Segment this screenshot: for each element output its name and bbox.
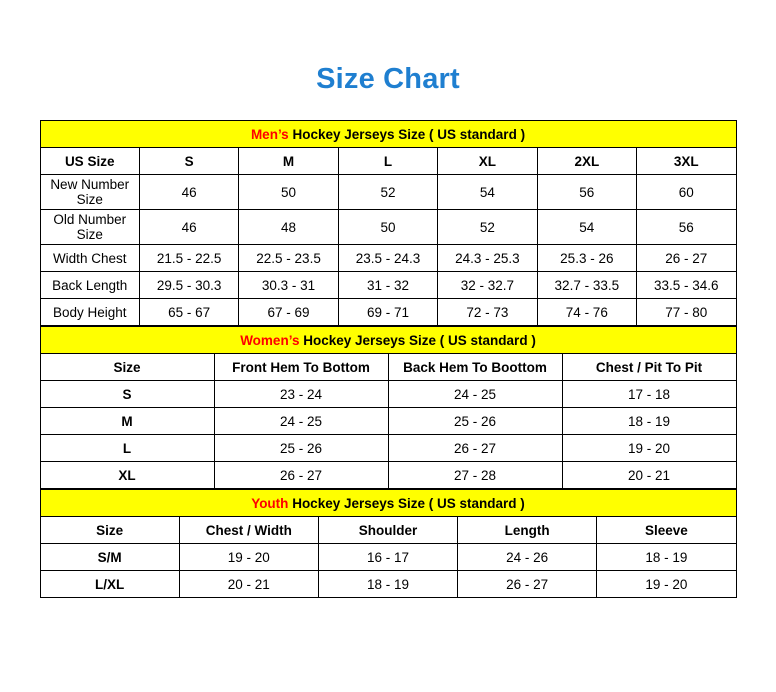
mens-col-5: 2XL xyxy=(537,148,636,175)
mens-r0-c6: 60 xyxy=(637,175,736,210)
mens-col-4: XL xyxy=(438,148,537,175)
table-row xyxy=(40,381,736,408)
mens-r1-c5: 54 xyxy=(537,210,636,245)
mens-r2-c6: 26 - 27 xyxy=(637,245,736,272)
mens-r3-c0: Back Length xyxy=(40,272,139,299)
womens-r2-c2: 26 - 27 xyxy=(388,435,562,462)
mens-r1-c6: 56 xyxy=(637,210,736,245)
mens-r0-c4: 54 xyxy=(438,175,537,210)
mens-r2-c3: 23.5 - 24.3 xyxy=(338,245,437,272)
mens-r3-c2: 30.3 - 31 xyxy=(239,272,338,299)
youth-r0-c1: 19 - 20 xyxy=(179,544,318,571)
womens-r0-c1: 23 - 24 xyxy=(214,381,388,408)
mens-col-6: 3XL xyxy=(637,148,736,175)
mens-r1-c4: 52 xyxy=(438,210,537,245)
mens-r2-c1: 21.5 - 22.5 xyxy=(139,245,238,272)
mens-r0-c0: New Number Size xyxy=(40,175,139,210)
mens-r2-c5: 25.3 - 26 xyxy=(537,245,636,272)
youth-column-headers xyxy=(40,517,736,544)
womens-r0-c2: 24 - 25 xyxy=(388,381,562,408)
womens-col-1: Front Hem To Bottom xyxy=(214,354,388,381)
mens-r4-c5: 74 - 76 xyxy=(537,299,636,326)
womens-r0-c0: S xyxy=(40,381,214,408)
mens-r0-c1: 46 xyxy=(139,175,238,210)
mens-r0-c5: 56 xyxy=(537,175,636,210)
womens-r2-c3: 19 - 20 xyxy=(562,435,736,462)
table-row xyxy=(40,272,736,299)
youth-r1-c1: 20 - 21 xyxy=(179,571,318,598)
mens-col-3: L xyxy=(338,148,437,175)
table-row xyxy=(40,245,736,272)
youth-r1-c0: L/XL xyxy=(40,571,179,598)
womens-section-header-cell xyxy=(40,327,736,354)
womens-r1-c3: 18 - 19 xyxy=(562,408,736,435)
mens-r4-c1: 65 - 67 xyxy=(139,299,238,326)
table-row xyxy=(40,299,736,326)
table-row xyxy=(40,175,736,210)
mens-r0-c2: 50 xyxy=(239,175,338,210)
womens-r1-c2: 25 - 26 xyxy=(388,408,562,435)
mens-size-table xyxy=(40,120,737,326)
youth-r1-c2: 18 - 19 xyxy=(318,571,457,598)
womens-section-header-rest: Hockey Jerseys Size ( US standard ) xyxy=(299,332,536,348)
mens-r4-c3: 69 - 71 xyxy=(338,299,437,326)
mens-r1-c0: Old Number Size xyxy=(40,210,139,245)
youth-size-table xyxy=(40,489,737,598)
womens-col-3: Chest / Pit To Pit xyxy=(562,354,736,381)
youth-r0-c3: 24 - 26 xyxy=(458,544,597,571)
mens-col-2: M xyxy=(239,148,338,175)
mens-col-1: S xyxy=(139,148,238,175)
youth-col-3: Length xyxy=(458,517,597,544)
mens-r1-c1: 46 xyxy=(139,210,238,245)
womens-r3-c1: 26 - 27 xyxy=(214,462,388,489)
youth-r1-c3: 26 - 27 xyxy=(458,571,597,598)
mens-section-header-cell xyxy=(40,121,736,148)
table-row xyxy=(40,571,736,598)
mens-r4-c0: Body Height xyxy=(40,299,139,326)
mens-column-headers xyxy=(40,148,736,175)
womens-col-2: Back Hem To Boottom xyxy=(388,354,562,381)
youth-r0-c4: 18 - 19 xyxy=(597,544,736,571)
youth-r0-c0: S/M xyxy=(40,544,179,571)
page-title: Size Chart xyxy=(316,63,460,95)
mens-r3-c4: 32 - 32.7 xyxy=(438,272,537,299)
mens-r4-c6: 77 - 80 xyxy=(637,299,736,326)
womens-r3-c3: 20 - 21 xyxy=(562,462,736,489)
womens-column-headers xyxy=(40,354,736,381)
size-chart-container xyxy=(40,120,737,598)
youth-r1-c4: 19 - 20 xyxy=(597,571,736,598)
youth-r0-c2: 16 - 17 xyxy=(318,544,457,571)
mens-r3-c6: 33.5 - 34.6 xyxy=(637,272,736,299)
mens-r4-c2: 67 - 69 xyxy=(239,299,338,326)
womens-r1-c0: M xyxy=(40,408,214,435)
womens-r3-c2: 27 - 28 xyxy=(388,462,562,489)
mens-section-header-accent: Men’s xyxy=(250,126,289,142)
mens-r2-c0: Width Chest xyxy=(40,245,139,272)
youth-col-2: Shoulder xyxy=(318,517,457,544)
youth-col-4: Sleeve xyxy=(597,517,736,544)
table-row xyxy=(40,408,736,435)
womens-section-header-accent: Women’s xyxy=(240,332,300,348)
womens-r3-c0: XL xyxy=(40,462,214,489)
mens-r0-c3: 52 xyxy=(338,175,437,210)
womens-section-header xyxy=(40,327,736,354)
womens-r2-c0: L xyxy=(40,435,214,462)
mens-r1-c3: 50 xyxy=(338,210,437,245)
womens-size-table xyxy=(40,326,737,489)
table-row xyxy=(40,210,736,245)
youth-section-header-accent: Youth xyxy=(251,495,289,511)
mens-r1-c2: 48 xyxy=(239,210,338,245)
mens-r3-c3: 31 - 32 xyxy=(338,272,437,299)
mens-section-header-rest: Hockey Jerseys Size ( US standard ) xyxy=(288,126,526,142)
table-row xyxy=(40,544,736,571)
mens-col-0: US Size xyxy=(40,148,139,175)
youth-section-header xyxy=(40,490,736,517)
youth-section-header-cell xyxy=(40,490,736,517)
womens-r1-c1: 24 - 25 xyxy=(214,408,388,435)
womens-col-0: Size xyxy=(40,354,214,381)
mens-section-header xyxy=(40,121,736,148)
youth-col-0: Size xyxy=(40,517,179,544)
table-row xyxy=(40,435,736,462)
mens-r3-c1: 29.5 - 30.3 xyxy=(139,272,238,299)
mens-r4-c4: 72 - 73 xyxy=(438,299,537,326)
mens-r3-c5: 32.7 - 33.5 xyxy=(537,272,636,299)
youth-col-1: Chest / Width xyxy=(179,517,318,544)
mens-r2-c2: 22.5 - 23.5 xyxy=(239,245,338,272)
table-row xyxy=(40,462,736,489)
womens-r2-c1: 25 - 26 xyxy=(214,435,388,462)
mens-r2-c4: 24.3 - 25.3 xyxy=(438,245,537,272)
womens-r0-c3: 17 - 18 xyxy=(562,381,736,408)
youth-section-header-rest: Hockey Jerseys Size ( US standard ) xyxy=(288,495,525,511)
